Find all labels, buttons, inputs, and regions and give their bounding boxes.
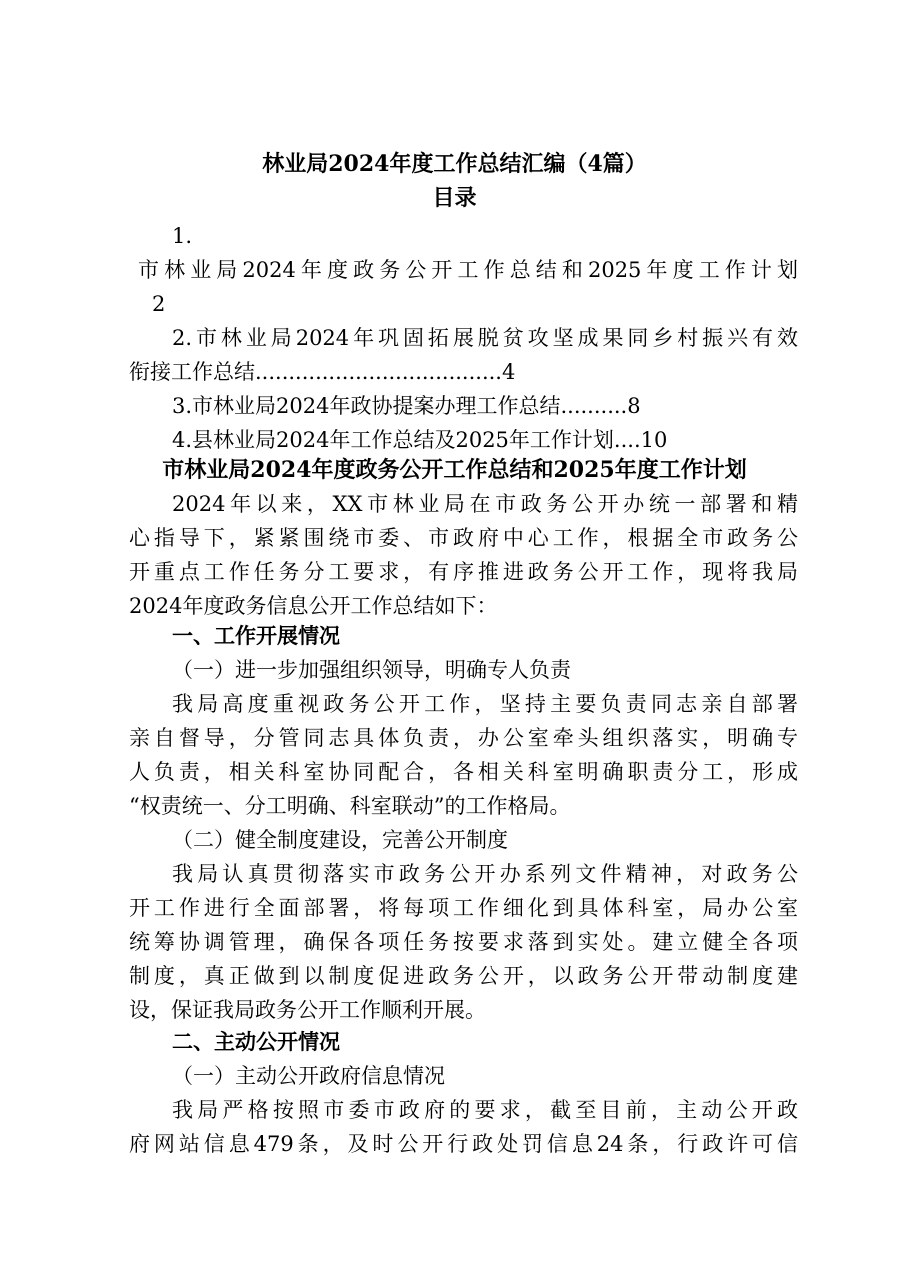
paragraph-line: 制度，真正做到以制度促进政务公开，以政务公开带动制度建 xyxy=(129,964,798,988)
heading-level-2: （二）健全制度建设，完善公开制度 xyxy=(172,828,508,852)
paragraph-line: 我局高度重视政务公开工作，坚持主要负责同志亲自部署 xyxy=(172,692,798,716)
toc-item-1-number[interactable]: 1. xyxy=(172,224,193,248)
paragraph-line: 设，保证我局政务公开工作顺利开展。 xyxy=(129,998,486,1022)
toc-item-1-text[interactable]: 市林业局2024年度政务公开工作总结和2025年度工作计划 xyxy=(138,258,798,282)
intro-line: 2024年以来，XX市林业局在市政务公开办统一部署和精 xyxy=(172,492,798,516)
paragraph-line: 统筹协调管理，确保各项任务按要求落到实处。建立健全各项 xyxy=(129,930,798,954)
intro-line: 心指导下，紧紧围绕市委、市政府中心工作，根据全市政务公 xyxy=(129,526,798,550)
paragraph-line: 开工作进行全面部署，将每项工作细化到具体科室，局办公室 xyxy=(129,896,798,920)
toc-item-2-line2[interactable]: 衔接工作总结.....................................4 xyxy=(129,360,516,384)
toc-item-4[interactable]: 4.县林业局2024年工作总结及2025年工作计划....10 xyxy=(172,428,668,452)
heading-level-2: （一）主动公开政府信息情况 xyxy=(172,1064,445,1088)
heading-level-2: （一）进一步加强组织领导，明确专人负责 xyxy=(172,658,571,682)
intro-line: 开重点工作任务分工要求，有序推进政务公开工作，现将我局 xyxy=(129,560,798,584)
heading-level-1: 二、主动公开情况 xyxy=(172,1029,340,1054)
paragraph-line: “权责统一、分工明确、科室联动”的工作格局。 xyxy=(129,794,571,818)
document-title: 林业局2024年度工作总结汇编（4篇） xyxy=(262,151,647,177)
toc-item-3[interactable]: 3.市林业局2024年政协提案办理工作总结..........8 xyxy=(172,394,641,418)
intro-line: 2024年度政务信息公开工作总结如下： xyxy=(129,594,498,618)
paragraph-line: 我局认真贯彻落实市政务公开办系列文件精神，对政务公 xyxy=(172,862,798,886)
toc-heading: 目录 xyxy=(432,185,477,211)
paragraph-line: 府网站信息479条，及时公开行政处罚信息24条，行政许可信 xyxy=(129,1132,798,1156)
toc-item-2-line1[interactable]: 2.市林业局2024年巩固拓展脱贫攻坚成果同乡村振兴有效 xyxy=(172,326,798,350)
paragraph-line: 人负责，相关科室协同配合，各相关科室明确职责分工，形成 xyxy=(129,760,798,784)
heading-level-1: 一、工作开展情况 xyxy=(172,623,340,648)
toc-item-1-page[interactable]: 2 xyxy=(152,292,166,316)
paragraph-line: 我局严格按照市委市政府的要求，截至目前，主动公开政 xyxy=(172,1098,798,1122)
section-title: 市林业局2024年度政务公开工作总结和2025年度工作计划 xyxy=(162,457,747,483)
paragraph-line: 亲自督导，分管同志具体负责，办公室牵头组织落实，明确专 xyxy=(129,726,798,750)
